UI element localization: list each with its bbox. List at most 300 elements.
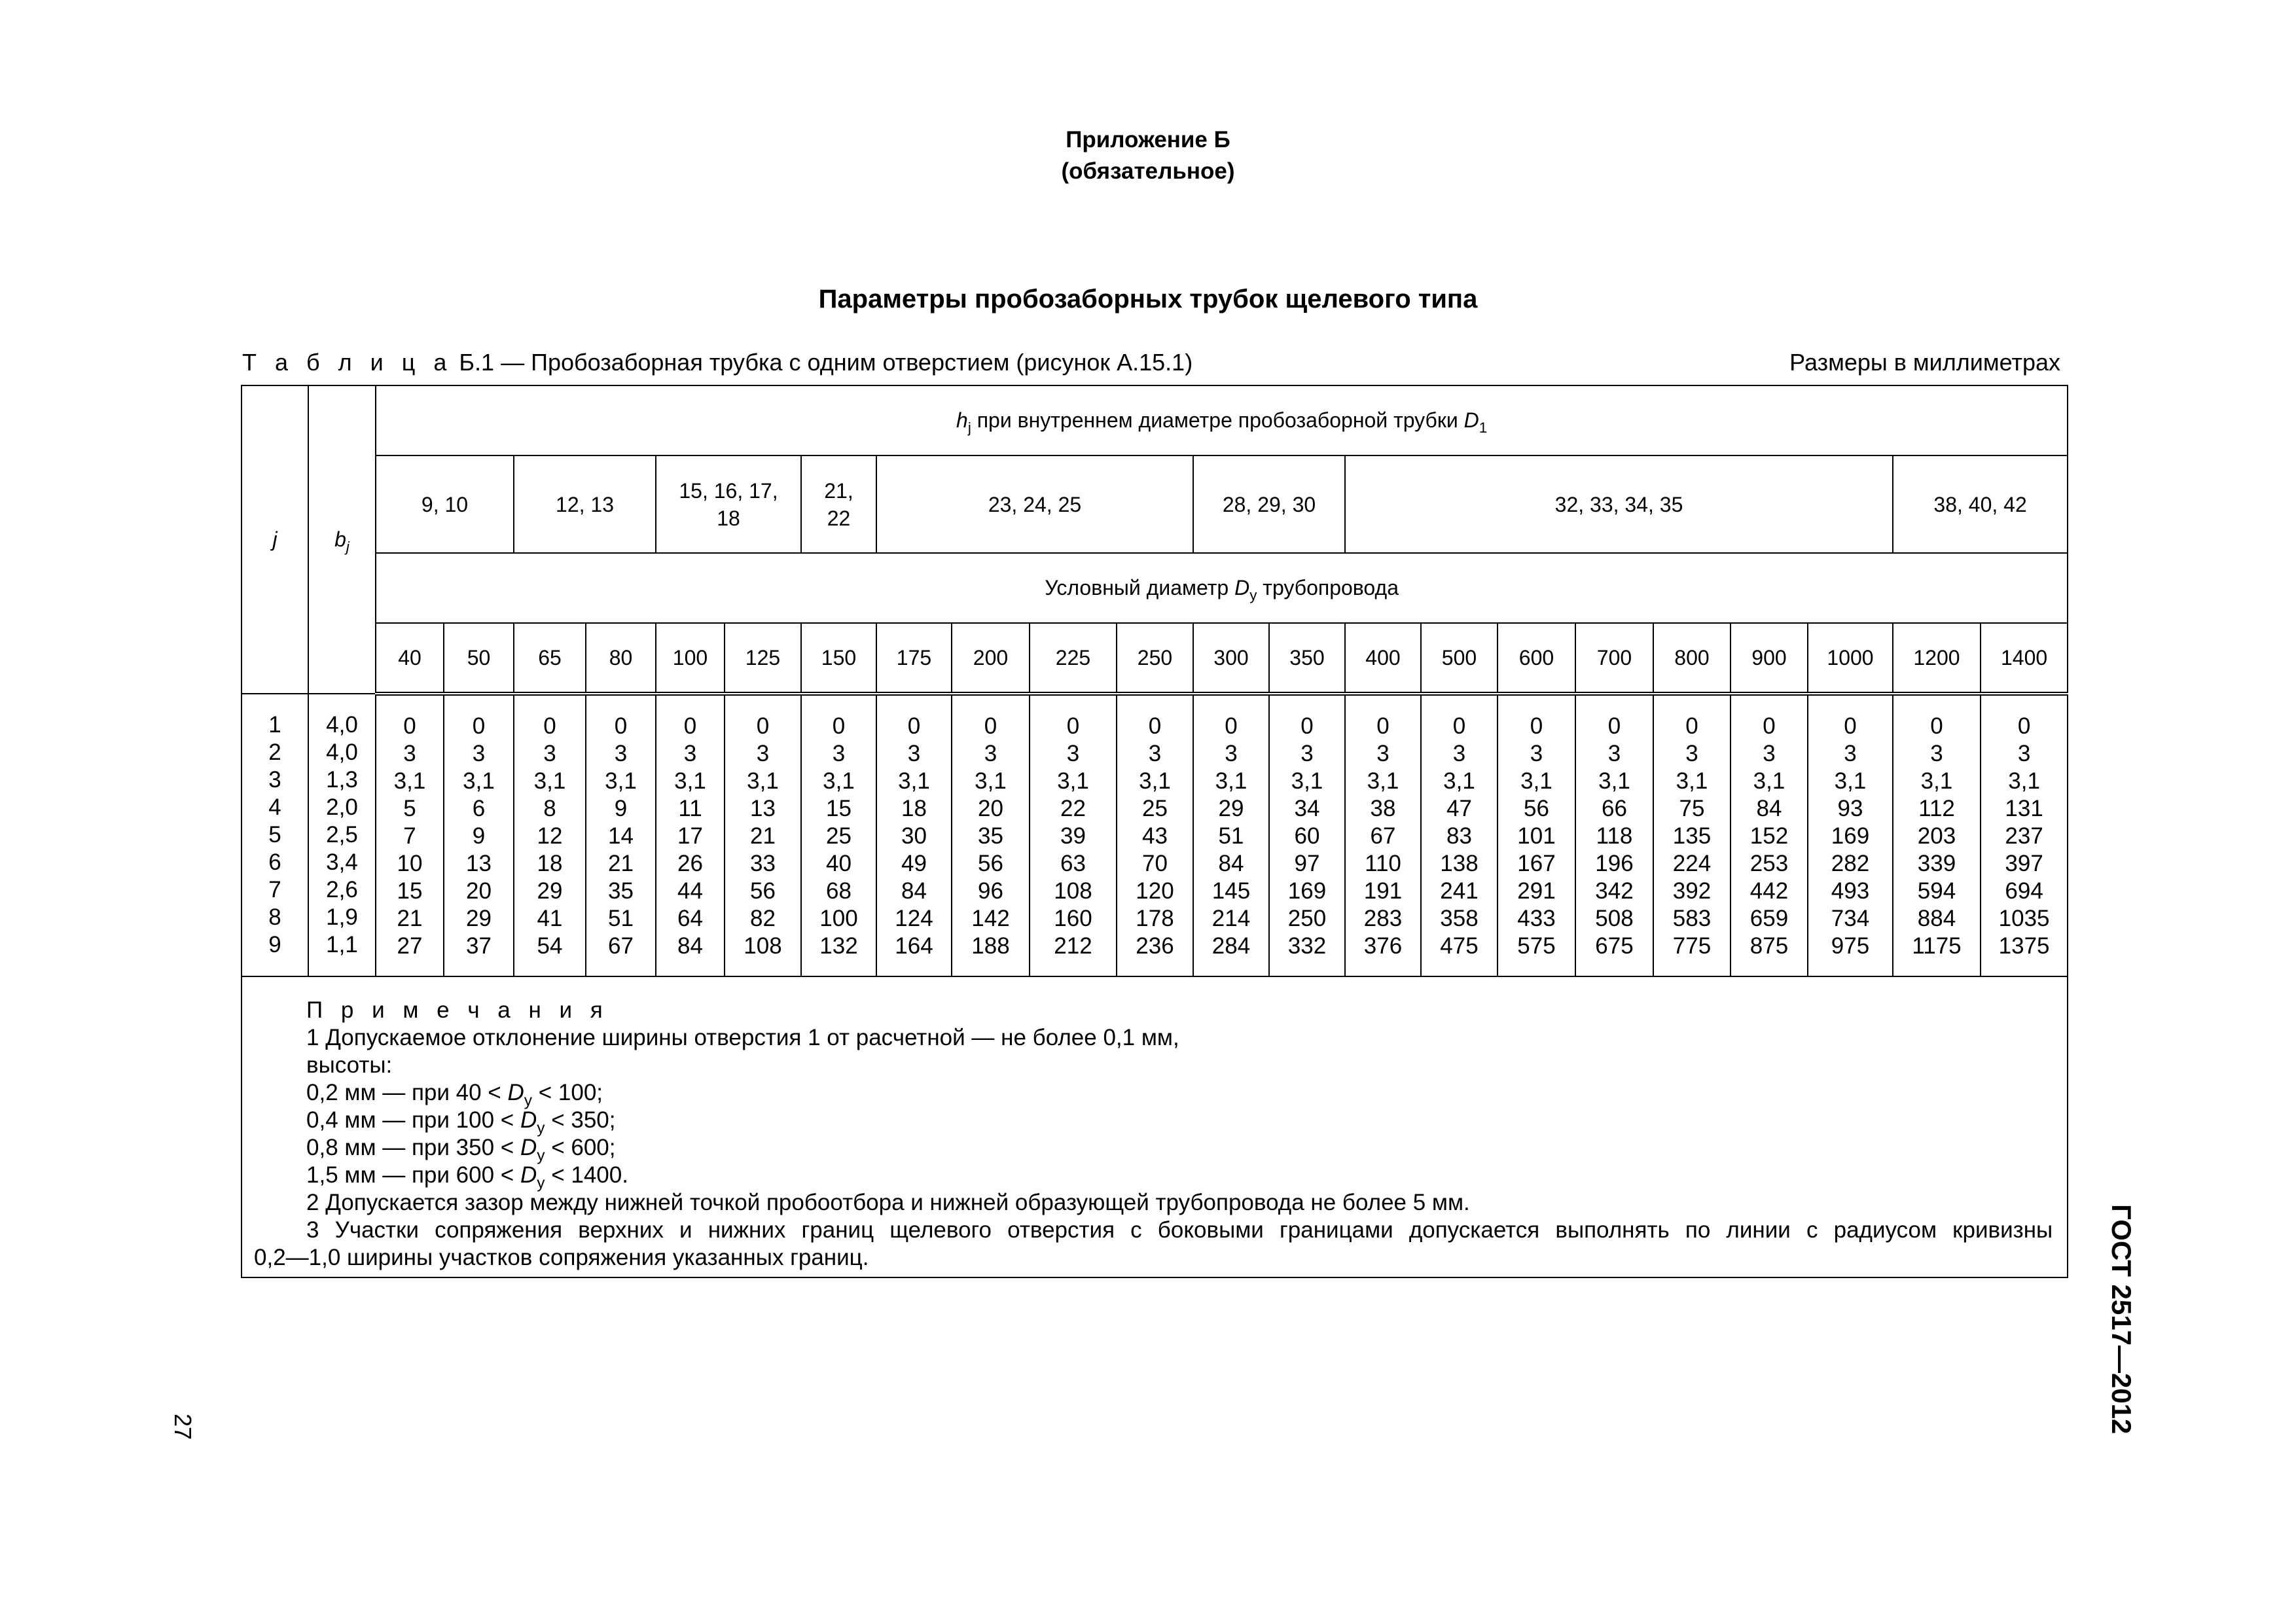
h-value: 0 xyxy=(1225,713,1238,739)
h-value: 21 xyxy=(750,823,776,849)
j-value: 3 xyxy=(268,767,281,793)
dy-value-cell: 350 xyxy=(1269,623,1345,694)
dy-value-cell: 80 xyxy=(586,623,656,694)
h-column xyxy=(656,694,725,976)
dy-value-cell: 100 xyxy=(656,623,725,694)
h-value: 659 xyxy=(1749,906,1789,931)
j-value: 8 xyxy=(268,904,281,930)
h-value: 145 xyxy=(1211,878,1251,904)
h-value: 3 xyxy=(756,741,770,766)
h-value: 583 xyxy=(1672,906,1712,931)
h-value: 3,1 xyxy=(747,768,779,794)
h-value: 442 xyxy=(1749,878,1789,904)
h-column xyxy=(1421,694,1498,976)
h-value: 0 xyxy=(1530,713,1543,739)
h-column xyxy=(1981,694,2068,976)
h-value: 3 xyxy=(472,741,486,766)
h-value: 0 xyxy=(614,713,628,739)
h-column xyxy=(1893,694,1981,976)
h-value: 3 xyxy=(1685,741,1698,766)
h-value: 3,1 xyxy=(1598,768,1630,794)
h-value: 124 xyxy=(895,906,933,931)
diameter-group-cell: 21, 22 xyxy=(801,455,876,553)
b-value: 4,0 xyxy=(326,740,358,765)
h-value: 342 xyxy=(1595,878,1634,904)
h-value: 66 xyxy=(1602,796,1627,821)
h-value: 160 xyxy=(1054,906,1092,931)
h-value: 35 xyxy=(608,878,634,904)
h-value: 1035 xyxy=(1998,906,2050,931)
h-value: 13 xyxy=(466,851,492,876)
h-value: 3,1 xyxy=(674,768,706,794)
h-value: 191 xyxy=(1363,878,1403,904)
tolerance-pre: 1,5 мм — при 600 < xyxy=(306,1162,520,1188)
h-value: 3 xyxy=(1452,741,1466,766)
parameters-table xyxy=(241,385,2068,1278)
h-value: 68 xyxy=(826,878,852,904)
j-value: 2 xyxy=(268,740,281,765)
h-value: 13 xyxy=(750,796,776,821)
dy-value-cell: 600 xyxy=(1498,623,1575,694)
dy-value-cell: 50 xyxy=(444,623,514,694)
tolerance-line xyxy=(254,1134,2053,1165)
h-value: 33 xyxy=(750,851,776,876)
h-value: 39 xyxy=(1060,823,1086,849)
h-value: 3,1 xyxy=(1139,768,1171,794)
h-column xyxy=(1117,694,1193,976)
tolerance-line xyxy=(254,1107,2053,1137)
h-value: 188 xyxy=(971,933,1010,959)
header-dy-sub: y xyxy=(1249,586,1257,603)
h-value: 97 xyxy=(1294,851,1320,876)
h-value: 694 xyxy=(2005,878,2043,904)
tolerance-pre: 0,2 мм — при 40 < xyxy=(306,1080,508,1105)
h-value: 250 xyxy=(1287,906,1327,931)
h-value: 63 xyxy=(1060,851,1086,876)
b-value: 1,1 xyxy=(326,932,358,957)
standard-designation: ГОСТ 2517—2012 xyxy=(2106,1204,2137,1435)
h-value: 67 xyxy=(608,933,634,959)
diameter-group-cell: 12, 13 xyxy=(514,455,656,553)
h-value: 493 xyxy=(1831,878,1870,904)
tolerance-sub: y xyxy=(537,1174,545,1192)
tolerance-post: < 600; xyxy=(545,1135,616,1160)
j-value: 4 xyxy=(268,794,281,820)
h-value: 0 xyxy=(1930,713,1943,739)
h-value: 3,1 xyxy=(1676,768,1708,794)
h-value: 3,1 xyxy=(393,768,426,794)
h-value: 3,1 xyxy=(605,768,637,794)
h-value: 475 xyxy=(1440,933,1479,959)
h-value: 67 xyxy=(1370,823,1396,849)
h-value: 14 xyxy=(608,823,634,849)
h-value: 25 xyxy=(826,823,852,849)
h-value: 0 xyxy=(1376,713,1390,739)
h-value: 3 xyxy=(1225,741,1238,766)
h-value: 167 xyxy=(1517,851,1556,876)
h-value: 82 xyxy=(750,906,776,931)
h-value: 212 xyxy=(1054,933,1092,959)
h-value: 29 xyxy=(1218,796,1244,821)
header-b-var: b xyxy=(334,527,346,551)
h-value: 75 xyxy=(1679,796,1705,821)
h-value: 43 xyxy=(1142,823,1168,849)
h-value: 51 xyxy=(1218,823,1244,849)
h-value: 47 xyxy=(1446,796,1472,821)
h-value: 110 xyxy=(1365,851,1401,876)
h-value: 3 xyxy=(1066,741,1080,766)
h-value: 142 xyxy=(971,906,1010,931)
h-value: 108 xyxy=(1054,878,1092,904)
diameter-group-cell: 15, 16, 17, 18 xyxy=(656,455,801,553)
h-value: 3,1 xyxy=(2008,768,2040,794)
h-value: 0 xyxy=(1148,713,1162,739)
h-column xyxy=(1498,694,1575,976)
h-value: 253 xyxy=(1749,851,1789,876)
h-value: 775 xyxy=(1672,933,1712,959)
h-value: 54 xyxy=(537,933,563,959)
h-value: 3 xyxy=(1763,741,1776,766)
h-value: 3 xyxy=(1607,741,1621,766)
dy-value-cell: 900 xyxy=(1731,623,1808,694)
h-value: 15 xyxy=(826,796,852,821)
h-value: 26 xyxy=(677,851,703,876)
note-3: 3 Участки сопряжения верхних и нижних границ щелевого отверстия с боковыми границами допускается выполнять по линии с радиусом кривизны xyxy=(306,1217,2053,1243)
h-value: 3,1 xyxy=(1291,768,1323,794)
h-value: 49 xyxy=(901,851,927,876)
h-column xyxy=(376,694,444,976)
tolerance-sub: y xyxy=(537,1119,545,1137)
header-j: j xyxy=(242,385,308,694)
h-value: 51 xyxy=(608,906,634,931)
h-value: 84 xyxy=(901,878,927,904)
h-value: 112 xyxy=(1918,796,1955,821)
dy-value-cell: 200 xyxy=(952,623,1030,694)
h-value: 3 xyxy=(1930,741,1943,766)
h-value: 0 xyxy=(1300,713,1314,739)
h-value: 96 xyxy=(978,878,1003,904)
header-dy-var: D xyxy=(1234,576,1250,599)
h-value: 3,1 xyxy=(1215,768,1247,794)
table-caption xyxy=(242,349,1193,376)
h-value: 93 xyxy=(1837,796,1863,821)
h-value: 3 xyxy=(1300,741,1314,766)
notes-heading: П р и м е ч а н и я xyxy=(306,997,609,1023)
note-2: 2 Допускается зазор между нижней точкой пробоотбора и нижней образующей трубопровода не более 5 мм. xyxy=(306,1190,1470,1215)
h-value: 84 xyxy=(1756,796,1782,821)
h-value: 975 xyxy=(1831,933,1870,959)
h-value: 3 xyxy=(683,741,697,766)
header-h-sub2: 1 xyxy=(1479,419,1488,436)
h-column xyxy=(586,694,656,976)
diameter-group-cell: 9, 10 xyxy=(376,455,514,553)
h-value: 169 xyxy=(1287,878,1327,904)
tolerance-pre: 0,4 мм — при 100 < xyxy=(306,1107,520,1133)
h-value: 5 xyxy=(403,796,416,821)
h-value: 3,1 xyxy=(1920,768,1953,794)
h-value: 241 xyxy=(1440,878,1479,904)
tolerance-post: < 350; xyxy=(545,1107,616,1133)
h-value: 37 xyxy=(466,933,492,959)
b-value: 3,4 xyxy=(326,849,358,875)
h-value: 214 xyxy=(1211,906,1251,931)
h-value: 15 xyxy=(397,878,423,904)
header-b-sub: j xyxy=(346,538,350,555)
b-value: 4,0 xyxy=(326,712,358,738)
h-value: 196 xyxy=(1595,851,1634,876)
h-column xyxy=(1269,694,1345,976)
dy-value-cell: 175 xyxy=(876,623,952,694)
h-value: 3,1 xyxy=(1367,768,1399,794)
h-value: 875 xyxy=(1749,933,1789,959)
tolerance-post: < 1400. xyxy=(545,1162,628,1188)
h-value: 675 xyxy=(1595,933,1634,959)
h-value: 152 xyxy=(1749,823,1789,849)
header-h-text: при внутреннем диаметре пробозаборной трубки xyxy=(971,408,1464,432)
dy-value-cell: 250 xyxy=(1117,623,1193,694)
h-value: 56 xyxy=(750,878,776,904)
h-value: 0 xyxy=(984,713,997,739)
h-value: 3,1 xyxy=(1834,768,1867,794)
h-value: 20 xyxy=(978,796,1003,821)
b-value: 2,5 xyxy=(326,822,358,847)
h-value: 508 xyxy=(1595,906,1634,931)
h-value: 164 xyxy=(895,933,933,959)
h-value: 12 xyxy=(537,823,563,849)
h-value: 30 xyxy=(901,823,927,849)
note-3-cont: 0,2—1,0 ширины участков сопряжения указанных границ. xyxy=(254,1245,869,1270)
tolerance-line xyxy=(254,1079,2053,1110)
h-value: 594 xyxy=(1917,878,1956,904)
dy-value-cell: 800 xyxy=(1653,623,1731,694)
h-value: 3,1 xyxy=(1443,768,1475,794)
h-value: 0 xyxy=(403,713,416,739)
j-value: 7 xyxy=(268,877,281,902)
h-value: 178 xyxy=(1136,906,1174,931)
h-column xyxy=(1193,694,1269,976)
h-value: 236 xyxy=(1136,933,1174,959)
header-dy xyxy=(376,553,2068,623)
dy-value-cell: 40 xyxy=(376,623,444,694)
header-b xyxy=(308,385,376,694)
h-column xyxy=(801,694,876,976)
dy-value-cell: 1400 xyxy=(1981,623,2068,694)
h-value: 358 xyxy=(1440,906,1479,931)
dy-value-cell: 150 xyxy=(801,623,876,694)
dy-value-cell: 125 xyxy=(725,623,801,694)
h-value: 9 xyxy=(472,823,486,849)
tolerance-var: D xyxy=(507,1080,524,1105)
h-value: 224 xyxy=(1672,851,1712,876)
b-column xyxy=(308,694,376,976)
h-value: 0 xyxy=(1607,713,1621,739)
tolerance-pre: 0,8 мм — при 350 < xyxy=(306,1135,520,1160)
h-value: 3,1 xyxy=(898,768,930,794)
h-value: 3 xyxy=(1148,741,1162,766)
tolerance-line xyxy=(254,1162,2053,1192)
h-value: 21 xyxy=(397,906,423,931)
h-value: 0 xyxy=(1763,713,1776,739)
h-value: 283 xyxy=(1363,906,1403,931)
h-value: 120 xyxy=(1136,878,1174,904)
h-value: 3 xyxy=(1844,741,1857,766)
h-value: 21 xyxy=(608,851,634,876)
h-value: 6 xyxy=(472,796,486,821)
h-value: 29 xyxy=(537,878,563,904)
h-value: 0 xyxy=(1685,713,1698,739)
h-value: 3 xyxy=(2017,741,2031,766)
h-value: 3,1 xyxy=(1057,768,1089,794)
h-value: 0 xyxy=(907,713,921,739)
h-column xyxy=(1731,694,1808,976)
j-column xyxy=(242,694,308,976)
h-value: 169 xyxy=(1831,823,1870,849)
h-value: 3 xyxy=(907,741,921,766)
tolerance-var: D xyxy=(520,1162,537,1188)
b-value: 1,9 xyxy=(326,904,358,930)
h-value: 0 xyxy=(2017,713,2031,739)
tolerance-sub: y xyxy=(524,1092,532,1110)
diameter-group-cell: 32, 33, 34, 35 xyxy=(1345,455,1893,553)
h-value: 132 xyxy=(819,933,858,959)
h-value: 9 xyxy=(614,796,628,821)
h-value: 1175 xyxy=(1912,933,1962,959)
h-value: 332 xyxy=(1287,933,1327,959)
header-h-var: h xyxy=(956,408,968,432)
h-value: 3 xyxy=(1376,741,1390,766)
notes-cell xyxy=(242,976,2068,1277)
h-value: 376 xyxy=(1363,933,1403,959)
h-value: 3 xyxy=(614,741,628,766)
h-value: 291 xyxy=(1517,878,1556,904)
h-value: 56 xyxy=(978,851,1003,876)
h-value: 339 xyxy=(1917,851,1956,876)
h-value: 0 xyxy=(472,713,486,739)
tolerance-post: < 100; xyxy=(532,1080,603,1105)
units-note: Размеры в миллиметрах xyxy=(1789,349,2060,376)
diameter-group-cell: 38, 40, 42 xyxy=(1893,455,2068,553)
h-value: 3,1 xyxy=(533,768,566,794)
h-value: 3,1 xyxy=(975,768,1007,794)
h-value: 11 xyxy=(678,796,702,821)
h-value: 35 xyxy=(978,823,1003,849)
h-value: 135 xyxy=(1672,823,1712,849)
dy-value-cell: 65 xyxy=(514,623,586,694)
h-value: 40 xyxy=(826,851,852,876)
h-value: 0 xyxy=(1844,713,1857,739)
annex-label: Приложение Б xyxy=(1066,127,1230,152)
h-column xyxy=(1030,694,1117,976)
h-column xyxy=(1808,694,1893,976)
table-caption-prefix: Т а б л и ц а xyxy=(242,349,453,376)
page-title: Параметры пробозаборных трубок щелевого типа xyxy=(818,285,1478,313)
header-h-var2: D xyxy=(1463,408,1479,432)
h-value: 3,1 xyxy=(823,768,855,794)
h-value: 20 xyxy=(466,878,492,904)
h-value: 282 xyxy=(1831,851,1870,876)
h-column xyxy=(1653,694,1731,976)
h-value: 3 xyxy=(984,741,997,766)
h-value: 397 xyxy=(2005,851,2043,876)
dy-value-cell: 225 xyxy=(1030,623,1117,694)
h-column xyxy=(514,694,586,976)
h-value: 64 xyxy=(677,906,703,931)
h-value: 575 xyxy=(1517,933,1556,959)
h-value: 0 xyxy=(756,713,770,739)
h-value: 7 xyxy=(403,823,416,849)
h-value: 3 xyxy=(1530,741,1543,766)
h-value: 60 xyxy=(1294,823,1320,849)
h-value: 10 xyxy=(397,851,423,876)
h-column xyxy=(1345,694,1421,976)
header-dy-text: Условный диаметр xyxy=(1045,576,1235,599)
table-caption-text: Б.1 — Пробозаборная трубка с одним отверстием (рисунок А.15.1) xyxy=(459,349,1193,376)
h-value: 100 xyxy=(819,906,858,931)
b-value: 1,3 xyxy=(326,767,358,793)
h-value: 3,1 xyxy=(1520,768,1552,794)
j-value: 5 xyxy=(268,822,281,847)
dy-value-cell: 700 xyxy=(1575,623,1653,694)
h-value: 18 xyxy=(901,796,927,821)
dy-value-cell: 400 xyxy=(1345,623,1421,694)
h-value: 3 xyxy=(403,741,416,766)
annex-status: (обязательное) xyxy=(1061,158,1235,184)
h-value: 0 xyxy=(832,713,846,739)
j-value: 6 xyxy=(268,849,281,875)
h-value: 17 xyxy=(677,823,703,849)
h-value: 56 xyxy=(1524,796,1549,821)
j-value: 1 xyxy=(268,712,281,738)
h-value: 34 xyxy=(1294,796,1320,821)
h-value: 118 xyxy=(1596,823,1633,849)
annex-heading xyxy=(0,124,2296,187)
page-number: 27 xyxy=(170,1414,196,1440)
h-column xyxy=(876,694,952,976)
note-1-cont: высоты: xyxy=(306,1052,393,1078)
b-value: 2,6 xyxy=(326,877,358,902)
tolerance-sub: y xyxy=(537,1147,545,1165)
h-value: 0 xyxy=(1066,713,1080,739)
h-value: 138 xyxy=(1440,851,1479,876)
header-h-sub: j xyxy=(967,419,971,436)
h-value: 25 xyxy=(1142,796,1168,821)
dy-value-cell: 1000 xyxy=(1808,623,1893,694)
h-value: 38 xyxy=(1370,796,1396,821)
header-dy-text2: трубопровода xyxy=(1257,576,1399,599)
tolerance-var: D xyxy=(520,1107,537,1133)
h-value: 3,1 xyxy=(1753,768,1785,794)
h-value: 237 xyxy=(2005,823,2043,849)
h-value: 8 xyxy=(543,796,556,821)
dy-value-cell: 1200 xyxy=(1893,623,1981,694)
h-column xyxy=(444,694,514,976)
h-value: 3 xyxy=(543,741,556,766)
b-value: 2,0 xyxy=(326,794,358,820)
h-value: 392 xyxy=(1672,878,1712,904)
diameter-group-cell: 23, 24, 25 xyxy=(876,455,1193,553)
h-value: 131 xyxy=(2005,796,2043,821)
h-value: 0 xyxy=(1452,713,1466,739)
h-column xyxy=(725,694,801,976)
h-value: 18 xyxy=(537,851,563,876)
h-value: 22 xyxy=(1060,796,1086,821)
h-value: 84 xyxy=(677,933,703,959)
h-value: 884 xyxy=(1917,906,1956,931)
header-h xyxy=(376,385,2068,455)
h-value: 0 xyxy=(543,713,556,739)
h-value: 27 xyxy=(397,933,423,959)
h-value: 1375 xyxy=(1998,933,2050,959)
